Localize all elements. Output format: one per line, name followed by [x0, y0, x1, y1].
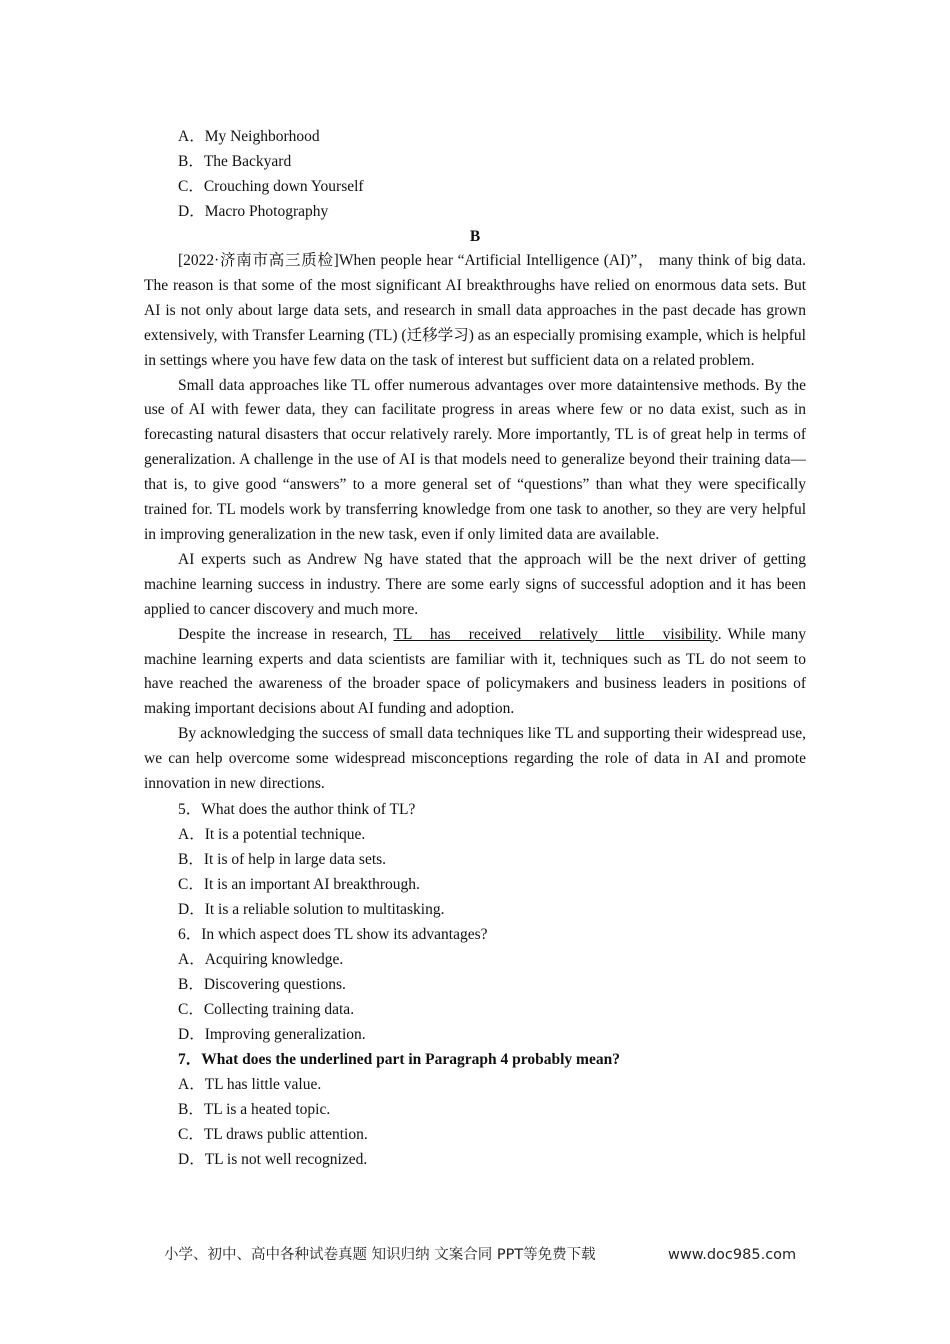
- section-label: B: [469, 228, 481, 245]
- document-content: [144, 124, 806, 1172]
- paragraph-1: [144, 249, 806, 374]
- option-b: B．It is of help in large data sets.: [178, 850, 387, 868]
- option-a: A．TL has little value.: [178, 1075, 322, 1093]
- option-b: B．The Backyard: [178, 153, 292, 170]
- question-stem: 6．In which aspect does TL show its advantages?: [178, 925, 488, 943]
- paragraph-5: By acknowledging the success of small data techniques like TL and supporting their widespread use, we can help overcome some widespread misconceptions regarding the role of data in AI and promote innovation in new directions.: [144, 725, 806, 793]
- option-a: A．Acquiring knowledge.: [178, 950, 344, 968]
- page-footer: [164, 1242, 804, 1268]
- question-7: [144, 1047, 806, 1172]
- paragraph-3: AI experts such as Andrew Ng have stated that the approach will be the next driver of getting machine learning success in industry. There are some early signs of successful adoption and it has been applied to cancer discovery and much more.: [144, 550, 806, 618]
- question-stem: 5．What does the author think of TL?: [178, 800, 416, 818]
- option-d: D．Macro Photography: [178, 203, 329, 220]
- option-a: A．My Neighborhood: [178, 128, 320, 145]
- footer-text: 小学、初中、高中各种试卷真题 知识归纳 文案合同 PPT等免费下载: [164, 1247, 596, 1263]
- option-d: D．It is a reliable solution to multitasking.: [178, 900, 445, 918]
- question-stem: 7．What does the underlined part in Paragraph 4 probably mean?: [178, 1050, 620, 1068]
- option-b: B．Discovering questions.: [178, 975, 346, 993]
- question-5: [144, 797, 806, 922]
- option-a: A．It is a potential technique.: [178, 825, 366, 843]
- paragraph-4: [144, 623, 806, 723]
- underlined-phrase: TL has received relatively little visibility: [393, 625, 718, 643]
- paragraph-2: Small data approaches like TL offer numerous advantages over more dataintensive methods. By the use of AI with fewer data, they can facilitate progress in areas where few or no data exist, such as in forecasting natural disasters that occur relatively rarely. More importantly, TL is of great help in terms of generalization. A challenge in the use of AI is that models need to generalize beyond their training data—that is, to give good “answers” to a more general set of “questions” than what they were specifically trained for. TL models work by transferring knowledge from one task to another, so they are very helpful in improving generalization in the new task, even if only limited data are available.: [144, 376, 806, 543]
- footer-website: www.doc985.com: [668, 1247, 797, 1263]
- option-d: D．Improving generalization.: [178, 1025, 366, 1043]
- source-tag: [2022·济南市高三质检]: [178, 252, 339, 269]
- option-c: C．TL draws public attention.: [178, 1125, 368, 1143]
- previous-question-options: [144, 124, 806, 224]
- option-c: C．Crouching down Yourself: [178, 178, 364, 195]
- option-b: B．TL is a heated topic.: [178, 1100, 331, 1118]
- option-d: D．TL is not well recognized.: [178, 1150, 368, 1168]
- question-6: [144, 922, 806, 1047]
- option-c: C．Collecting training data.: [178, 1000, 355, 1018]
- option-c: C．It is an important AI breakthrough.: [178, 875, 420, 893]
- paragraph-4-before: Despite the increase in research,: [178, 625, 394, 643]
- paragraph-1-text: When people hear “Artificial Intelligence (AI)”， many think of big data. The reason is that some of the most significant AI breakthroughs have relied on enormous data sets. But AI is not only about large data sets, and research in small data approaches in the past decade has grown extensively, with Transfer Learning (TL) (迁移学习) as an especially promising example, which is helpful in settings where you have few data on the task of interest but sufficient data on a related problem.: [144, 252, 806, 369]
- paragraph-4-after: . While many machine learning experts and data scientists are familiar with it, techniques such as TL do not seem to have reached the awareness of the broader space of policymakers and business leaders in positions of making important decisions about AI funding and adoption.: [144, 625, 807, 718]
